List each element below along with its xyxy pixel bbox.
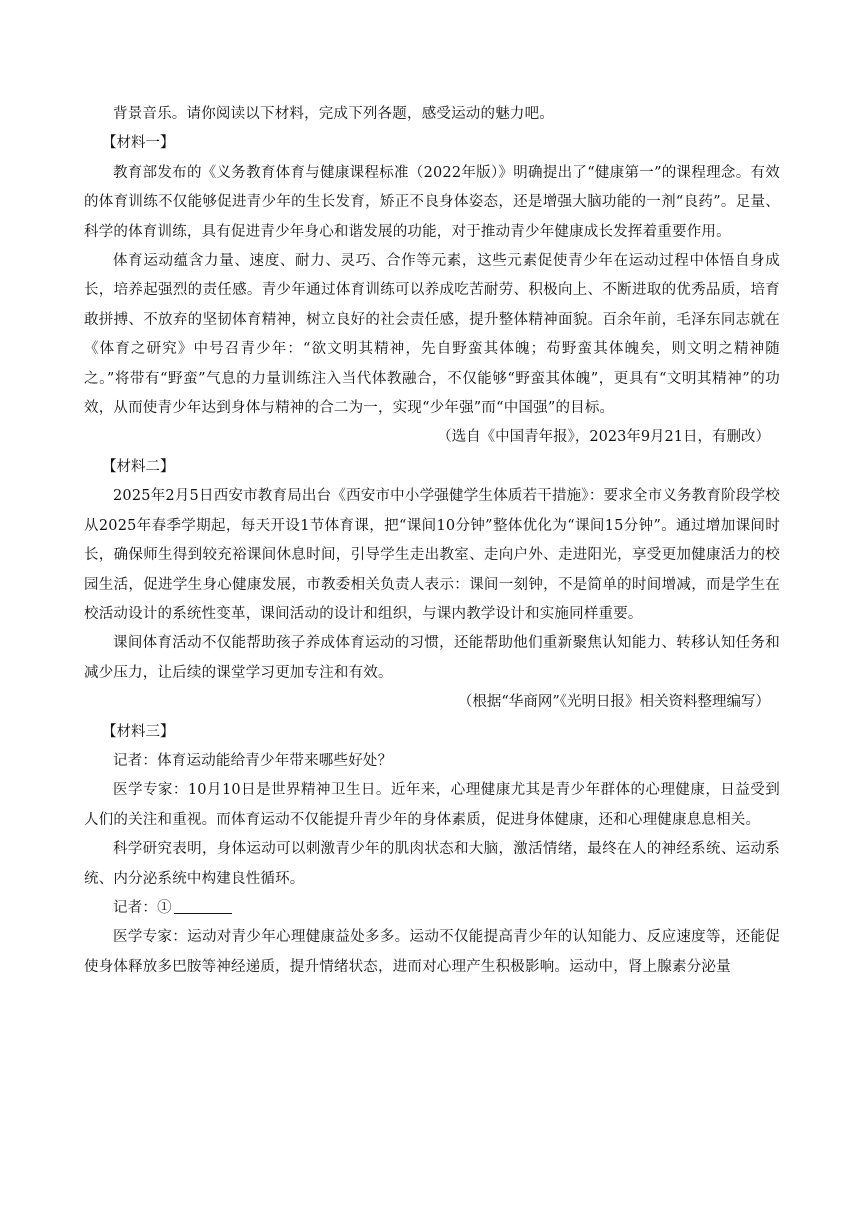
material3-paragraph-3: 科学研究表明，身体运动可以刺激青少年的肌肉状态和大脑，激活情绪，最终在人的神经系统、运动系统、内分泌系统中构建良性循环。 — [84, 841, 780, 887]
material3-paragraph-1: 记者：体育运动能给青少年带来哪些好处？ — [113, 752, 393, 769]
material3-paragraph-2: 医学专家：10月10日是世界精神卫生日。近年来，心理健康尤其是青少年群体的心理健康，日益受到人们的关注和重视。而体育运动不仅能提升青少年的身体素质，促进身体健康，还和心理健康息息相关。 — [84, 782, 780, 828]
answer-blank[interactable] — [174, 897, 232, 914]
material2-paragraph-2: 课间体育活动不仅能帮助孩子养成体育运动的习惯，还能帮助他们重新聚焦认知能力、转移认知任务和减少压力，让后续的课堂学习更加专注和有效。 — [84, 635, 780, 681]
material1-heading: 【材料一】 — [102, 135, 175, 152]
material2-paragraph-1: 2025年2月5日西安市教育局出台《西安市中小学强健学生体质若干措施》：要求全市义务教育阶段学校从2025年春季学期起，每天开设1节体育课，把“课间10分钟”整体优化为“课间15分钟”。通过增加课间时长，确保师生得到较充裕课间休息时间，引导学生走出教室、走向户外、走进阳光，享受更加健康活力的校园生活，促进学生身心健康发展，市教委相关负责人表示：课间一刻钟，不是简单的时间增减，而是学生在校活动设计的系统性变革，课间活动的设计和组织，与课内教学设计和实施同样重要。 — [84, 488, 780, 622]
material3-heading: 【材料三】 — [102, 723, 175, 740]
reporter-blank-label: 记者：① — [113, 899, 172, 916]
reporter-question-blank-line — [84, 894, 780, 923]
material2-source: （根据“华商网”《光明日报》相关资料整理编写） — [457, 694, 770, 711]
material3-final-paragraph: 医学专家：运动对青少年心理健康益处多多。运动不仅能提高青少年的认知能力、反应速度等，还能促使身体释放多巴胺等神经递质，提升情绪状态，进而对心理产生积极影响。运动中，肾上腺素分泌量 — [84, 929, 780, 975]
material1-paragraph-2: 体育运动蕴含力量、速度、耐力、灵巧、合作等元素，这些元素促使青少年在运动过程中体悟自身成长，培养起强烈的责任感。青少年通过体育训练可以养成吃苦耐劳、积极向上、不断进取的优秀品质，培育敢拼搏、不放弃的坚韧体育精神，树立良好的社会责任感，提升整体精神面貌。百余年前，毛泽东同志就在《体育之研究》中号召青少年：“欲文明其精神，先自野蛮其体魄；苟野蛮其体魄矣，则文明之精神随之。”将带有“野蛮”气息的力量训练注入当代体教融合，不仅能够“野蛮其体魄”，更具有“文明其精神”的功效，从而使青少年达到身体与精神的合二为一，实现“少年强”而“中国强”的目标。 — [84, 253, 780, 417]
intro-paragraph: 背景音乐。请你阅读以下材料，完成下列各题，感受运动的魅力吧。 — [113, 106, 554, 122]
material1-paragraph-1: 教育部发布的《义务教育体育与健康课程标准（2022年版）》明确提出了“健康第一”的课程理念。有效的体育训练不仅能够促进青少年的生长发育，矫正不良身体姿态，还是增强大脑功能的一剂“良药”。足量、科学的体育训练，具有促进青少年身心和谐发展的功能，对于推动青少年健康成长发挥着重要作用。 — [84, 164, 780, 240]
material1-source: （选自《中国青年报》，2023年9月21日，有删改） — [437, 429, 770, 446]
material2-heading: 【材料二】 — [102, 458, 175, 475]
